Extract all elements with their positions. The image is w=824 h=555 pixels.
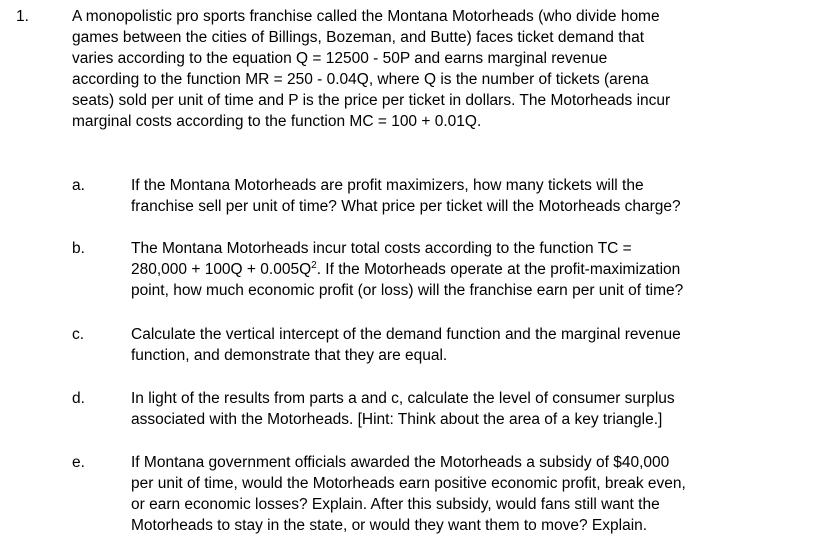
intro-line: according to the function MR = 250 - 0.04Q, where Q is the number of tickets (arena [72,71,649,88]
part-text [131,175,811,217]
part-line: franchise sell per unit of time? What price per ticket will the Motorheads charge? [131,198,681,215]
question-intro [72,6,802,132]
intro-line: marginal costs according to the function MC = 100 + 0.01Q. [72,113,482,130]
part-text [131,238,811,301]
part-line: If Montana government officials awarded the Motorheads a subsidy of $40,000 [131,454,670,471]
part-text [131,388,811,430]
part-line: The Montana Motorheads incur total costs according to the function TC = [131,240,632,257]
part-line: point, how much economic profit (or loss) will the franchise earn per unit of time? [131,282,684,299]
part-line: per unit of time, would the Motorheads earn positive economic profit, break even, [131,475,686,492]
question-number: 1. [16,8,29,25]
intro-line: A monopolistic pro sports franchise called the Montana Motorheads (who divide home [72,8,660,25]
part-line: In light of the results from parts a and c, calculate the level of consumer surplus [131,390,675,407]
line-suffix: . If the Motorheads operate at the profit-maximization [316,261,681,278]
part-line: associated with the Motorheads. [Hint: Think about the area of a key triangle.] [131,411,663,428]
part-text [131,324,811,366]
part-line-with-superscript [131,259,811,280]
part-letter: a. [72,177,85,194]
part-line: or earn economic losses? Explain. After this subsidy, would fans still want the [131,496,660,513]
intro-line: varies according to the equation Q = 12500 - 50P and earns marginal revenue [72,50,608,67]
formula-text: 280,000 + 100Q + 0.005Q [131,261,312,278]
part-letter: b. [72,240,85,257]
part-letter: c. [72,326,85,343]
part-line: function, and demonstrate that they are equal. [131,347,448,364]
part-line: Motorheads to stay in the state, or would they want them to move? Explain. [131,517,648,534]
part-text [131,452,811,536]
intro-line: games between the cities of Billings, Bozeman, and Butte) faces ticket demand that [72,29,645,46]
part-letter: e. [72,454,85,471]
intro-line: seats) sold per unit of time and P is the price per ticket in dollars. The Motorheads incur [72,92,671,109]
part-line: If the Montana Motorheads are profit maximizers, how many tickets will the [131,177,644,194]
part-letter: d. [72,390,85,407]
part-line: Calculate the vertical intercept of the demand function and the marginal revenue [131,326,681,343]
superscript: 2 [311,259,317,271]
